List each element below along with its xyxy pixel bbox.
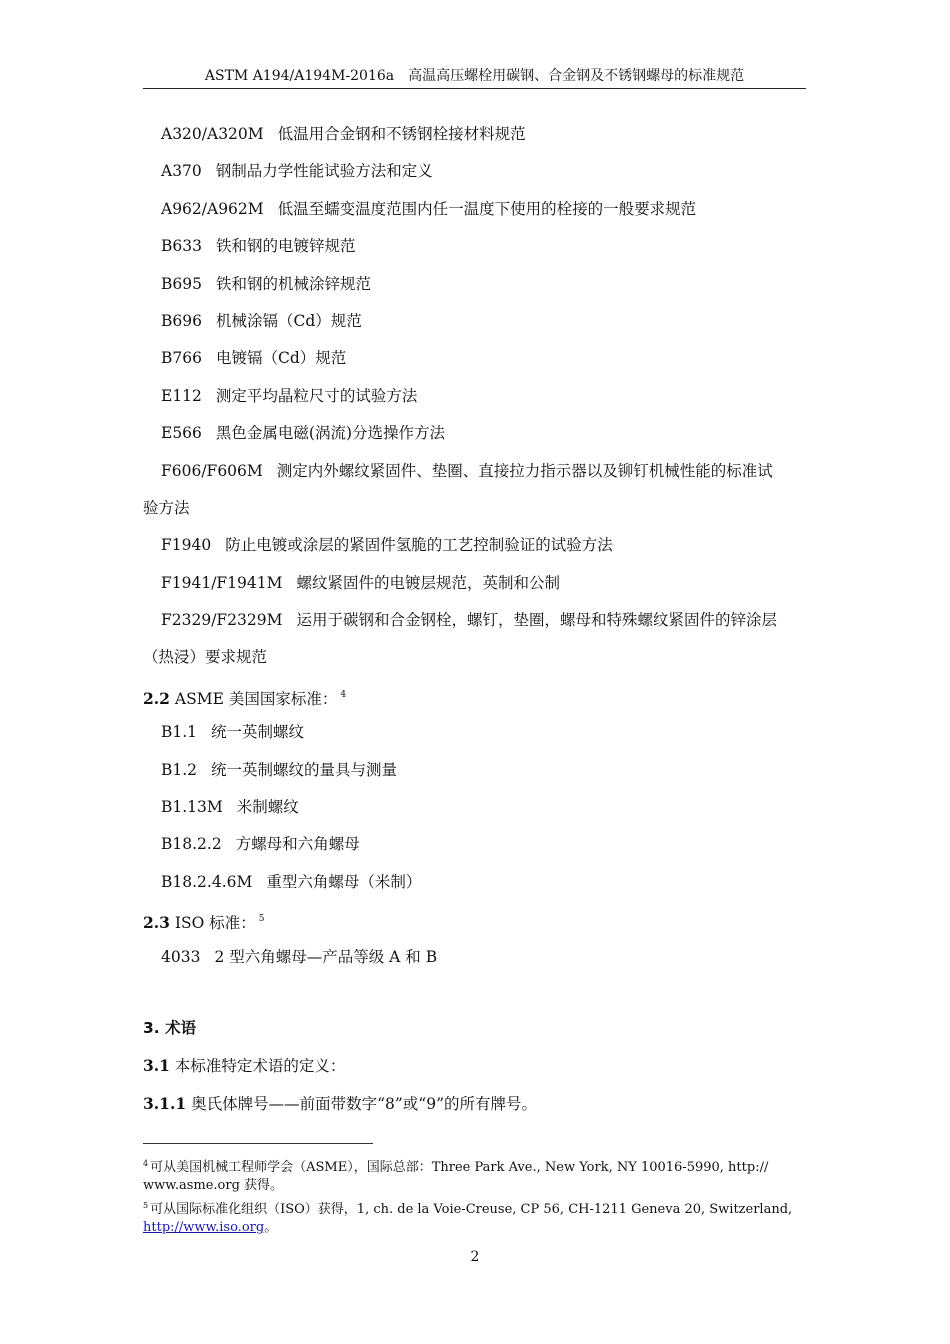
reference-item-f2329 <box>143 602 806 639</box>
footnote-text: 可从美国机械工程师学会（ASME），国际总部：Three Park Ave., New York, NY 10016-5990, http:// <box>150 1160 769 1175</box>
reference-item <box>143 266 806 303</box>
reference-title: 运用于碳钢和合金钢栓，螺钉，垫圈，螺母和特殊螺纹紧固件的锌涂层 <box>296 611 778 630</box>
footnote-5 <box>143 1197 806 1237</box>
reference-code: B1.13M <box>161 798 223 817</box>
section-number: 2.3 <box>143 913 170 933</box>
reference-title: 方螺母和六角螺母 <box>235 835 360 854</box>
reference-code: B696 <box>161 311 202 330</box>
reference-item <box>143 864 806 901</box>
reference-title: 黑色金属电磁(涡流)分选操作方法 <box>215 424 446 443</box>
reference-code: A962/A962M <box>161 199 264 218</box>
reference-item <box>143 228 806 265</box>
section-number: 2.2 <box>143 688 170 708</box>
reference-item <box>143 826 806 863</box>
reference-title: 防止电镀或涂层的紧固件氢脆的工艺控制验证的试验方法 <box>225 536 613 555</box>
reference-code: B695 <box>161 274 202 293</box>
reference-code: A320/A320M <box>161 125 264 143</box>
reference-title: 低温用合金钢和不锈钢栓接材料规范 <box>277 125 526 143</box>
section-spacer <box>143 976 806 1010</box>
reference-item <box>143 714 806 751</box>
reference-item <box>143 527 806 564</box>
reference-title: 机械涂镉（Cd）规范 <box>215 311 362 330</box>
reference-code: B1.2 <box>161 760 198 779</box>
reference-item <box>143 191 806 228</box>
section-3-1 <box>143 1047 806 1084</box>
reference-title: 重型六角螺母（米制） <box>266 872 422 891</box>
reference-item-f606 <box>143 453 806 490</box>
reference-item <box>143 789 806 826</box>
section-2-3-heading <box>143 901 806 938</box>
footnote-4 <box>143 1155 806 1195</box>
page-body <box>143 116 806 1122</box>
reference-code: F2329/F2329M <box>161 611 283 630</box>
reference-title: 米制螺纹 <box>236 798 299 817</box>
reference-title: 铁和钢的电镀锌规范 <box>215 237 356 256</box>
footnote-text-continuation: www.asme.org 获得。 <box>143 1178 284 1193</box>
reference-title: 电镀镉（Cd）规范 <box>215 349 347 368</box>
reference-code: B1.1 <box>161 723 198 742</box>
section-3-heading: 3. 术语 <box>143 1018 197 1037</box>
section-text: 本标准特定术语的定义： <box>174 1057 346 1076</box>
reference-title: 统一英制螺纹的量具与测量 <box>211 760 398 779</box>
reference-title: 统一英制螺纹 <box>211 723 305 742</box>
reference-item <box>143 565 806 602</box>
section-2-2-heading <box>143 677 806 714</box>
reference-title: 钢制品力学性能试验方法和定义 <box>215 162 433 181</box>
footnote-ref: 5 <box>258 914 265 925</box>
reference-title: 测定平均晶粒尺寸的试验方法 <box>215 386 418 405</box>
reference-code: A370 <box>161 162 202 181</box>
reference-code: E112 <box>161 386 202 405</box>
page-number: 2 <box>470 1249 480 1265</box>
reference-code: E566 <box>161 424 202 443</box>
reference-title: 低温至蠕变温度范围内任一温度下使用的栓接的一般要求规范 <box>277 199 697 218</box>
reference-code: F606/F606M <box>161 461 263 480</box>
reference-item <box>143 752 806 789</box>
reference-code: F1940 <box>161 536 212 555</box>
section-text: ASME 美国国家标准： <box>174 689 338 708</box>
section-number: 3.1 <box>143 1056 170 1076</box>
section-number: 3.1.1 <box>143 1093 187 1113</box>
reference-title: 2 型六角螺母—产品等级 A 和 B <box>214 947 438 966</box>
section-text: ISO 标准： <box>174 914 256 933</box>
reference-title-continuation: 验方法 <box>143 498 190 517</box>
reference-item <box>143 116 806 153</box>
reference-title: 螺纹紧固件的电镀层规范，英制和公制 <box>296 573 561 592</box>
reference-code: B18.2.4.6M <box>161 872 253 891</box>
footnote-ref: 4 <box>340 689 347 700</box>
reference-code: F1941/F1941M <box>161 573 283 592</box>
footnote-number: 4 <box>143 1159 149 1168</box>
footnote-tail: 。 <box>264 1220 278 1235</box>
reference-code: 4033 <box>161 947 201 966</box>
reference-code: B18.2.2 <box>161 835 222 854</box>
footnote-number: 5 <box>143 1201 149 1210</box>
reference-title: 铁和钢的机械涂锌规范 <box>215 274 371 293</box>
running-header: ASTM A194/A194M-2016a 高温高压螺栓用碳钢、合金钢及不锈钢螺母的标准规范 <box>204 68 745 84</box>
header-rule <box>143 88 806 89</box>
footnote-text: 可从国际标准化组织（ISO）获得，1, ch. de la Voie-Creuse, CP 56, CH-1211 Geneva 20, Switzerland, <box>150 1202 793 1217</box>
reference-item <box>143 378 806 415</box>
reference-code: B766 <box>161 349 202 368</box>
reference-code: B633 <box>161 237 202 256</box>
section-text: 奥氏体牌号——前面带数字“8”或“9”的所有牌号。 <box>191 1094 538 1113</box>
reference-item <box>143 153 806 190</box>
reference-item <box>143 303 806 340</box>
reference-title: 测定内外螺纹紧固件、垫圈、直接拉力指示器以及铆钉机械性能的标准试 <box>276 461 773 480</box>
reference-item <box>143 340 806 377</box>
reference-title-continuation: （热浸）要求规范 <box>143 648 268 667</box>
reference-item <box>143 939 806 976</box>
iso-website-link[interactable]: http://www.iso.org <box>143 1220 265 1235</box>
footnote-rule <box>143 1143 373 1144</box>
reference-item <box>143 415 806 452</box>
footnotes <box>143 1155 806 1239</box>
section-3-1-1 <box>143 1085 806 1122</box>
